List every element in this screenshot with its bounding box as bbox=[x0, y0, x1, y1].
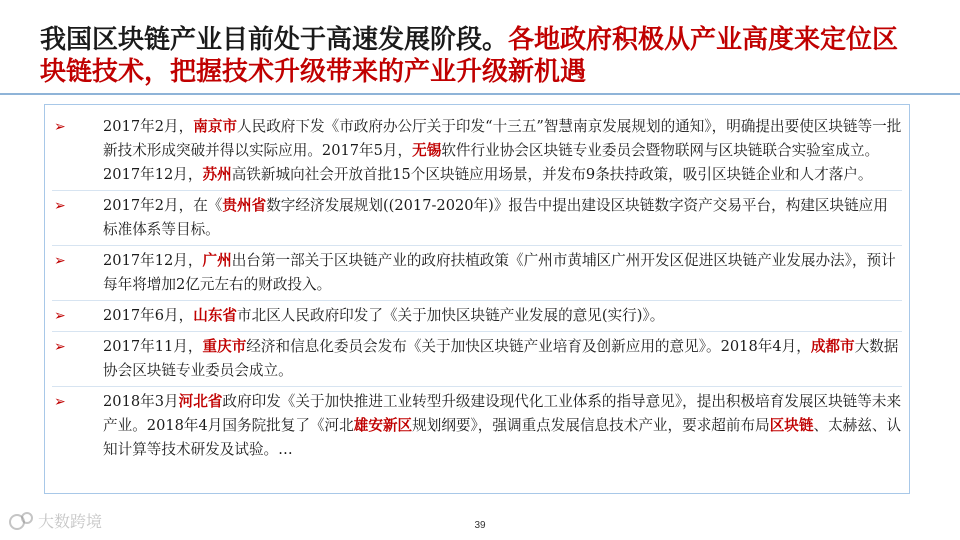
bullet-text: 2017年6月， bbox=[103, 307, 194, 324]
bullet-text: 市北区人民政府印发了《关于加快区块链产业发展的意见(实行)》。 bbox=[237, 307, 665, 324]
highlighted-place: 南京市 bbox=[193, 118, 238, 135]
highlighted-place: 贵州省 bbox=[222, 197, 267, 214]
highlighted-place: 苏州 bbox=[202, 166, 232, 183]
bullet-item bbox=[52, 387, 902, 465]
bullet-arrow-icon: ➢ bbox=[54, 308, 66, 324]
bullet-text: 经济和信息化委员会发布《关于加快区块链产业培育及创新应用的意见》。2018年4月， bbox=[246, 338, 811, 355]
bullet-arrow-icon: ➢ bbox=[54, 339, 66, 355]
highlighted-place: 雄安新区 bbox=[353, 417, 413, 434]
highlighted-place: 无锡 bbox=[412, 142, 442, 159]
bullet-item bbox=[52, 301, 902, 332]
bullet-text: 高铁新城向社会开放首批15个区块链应用场景，并发布9条扶持政策，吸引区块链企业和人才落户。 bbox=[231, 166, 873, 183]
bullet-text: 人民政府下发《市政府办公厅关于印发“十三五”智慧南京发展规划的通知》，明确提出要使区块链等一批新技术形成突破并得以实际应用。2017年5月， bbox=[103, 118, 902, 159]
bullet-text: 出台第一部关于区块链产业的政府扶植政策《广州市黄埔区广州开发区促进区块链产业发展办法》，预计每年将增加2亿元左右的财政投入。 bbox=[103, 252, 896, 293]
bullet-text: 2017年12月， bbox=[103, 252, 203, 269]
bullet-arrow-icon: ➢ bbox=[54, 394, 66, 410]
bullet-arrow-icon: ➢ bbox=[54, 253, 66, 269]
bullet-arrow-icon: ➢ bbox=[54, 198, 66, 214]
bullet-text: 软件行业协会区块链专业委员会暨物联网与区块链联合实验室成立。2017年12月， bbox=[103, 142, 880, 183]
bullet-item bbox=[52, 332, 902, 387]
slide-title-part1: 我国区块链产业目前处于高速发展阶段。 bbox=[40, 25, 509, 55]
bullet-item bbox=[52, 112, 902, 191]
bullet-arrow-icon: ➢ bbox=[54, 119, 66, 135]
bullet-text: 2018年3月 bbox=[103, 393, 179, 410]
page-number: 39 bbox=[474, 520, 486, 531]
slide-title bbox=[40, 24, 920, 88]
bullet-text: 大数据协会区块链专业委员会成立。 bbox=[103, 338, 899, 379]
bullet-text: 政府印发《关于加快推进工业转型升级建设现代化工业体系的指导意见》，提出积极培育发展区块链等未来产业。2018年4月国务院批复了《河北 bbox=[103, 393, 902, 434]
bullet-text: 2017年2月，在《 bbox=[103, 197, 223, 214]
bullet-text: 2017年2月， bbox=[103, 118, 194, 135]
bullet-text: 2017年11月， bbox=[103, 338, 203, 355]
highlighted-place: 广州 bbox=[202, 252, 232, 269]
bullet-list bbox=[52, 112, 902, 465]
bullet-item bbox=[52, 246, 902, 301]
highlighted-place: 重庆市 bbox=[202, 338, 247, 355]
bullet-item bbox=[52, 191, 902, 246]
highlighted-place: 成都市 bbox=[810, 338, 855, 355]
highlighted-place: 山东省 bbox=[193, 307, 238, 324]
bullet-text: 数字经济发展规划((2017-2020年)》报告中提出建设区块链数字资产交易平台，构建区块链应用标准体系等目标。 bbox=[103, 197, 888, 238]
highlighted-place: 河北省 bbox=[178, 393, 223, 410]
highlighted-place: 区块链 bbox=[769, 417, 814, 434]
bullet-text: 、太赫兹、认知计算等技术研发及试验。… bbox=[103, 417, 902, 458]
title-divider bbox=[0, 93, 960, 95]
slide-title-part2: 各地政府积极从产业高度来定位区块链技术，把握技术升级带来的产业升级新机遇 bbox=[40, 25, 899, 87]
bullet-text: 规划纲要》，强调重点发展信息技术产业，要求超前布局 bbox=[412, 417, 770, 434]
watermark-text: 大数跨境 bbox=[38, 512, 103, 531]
